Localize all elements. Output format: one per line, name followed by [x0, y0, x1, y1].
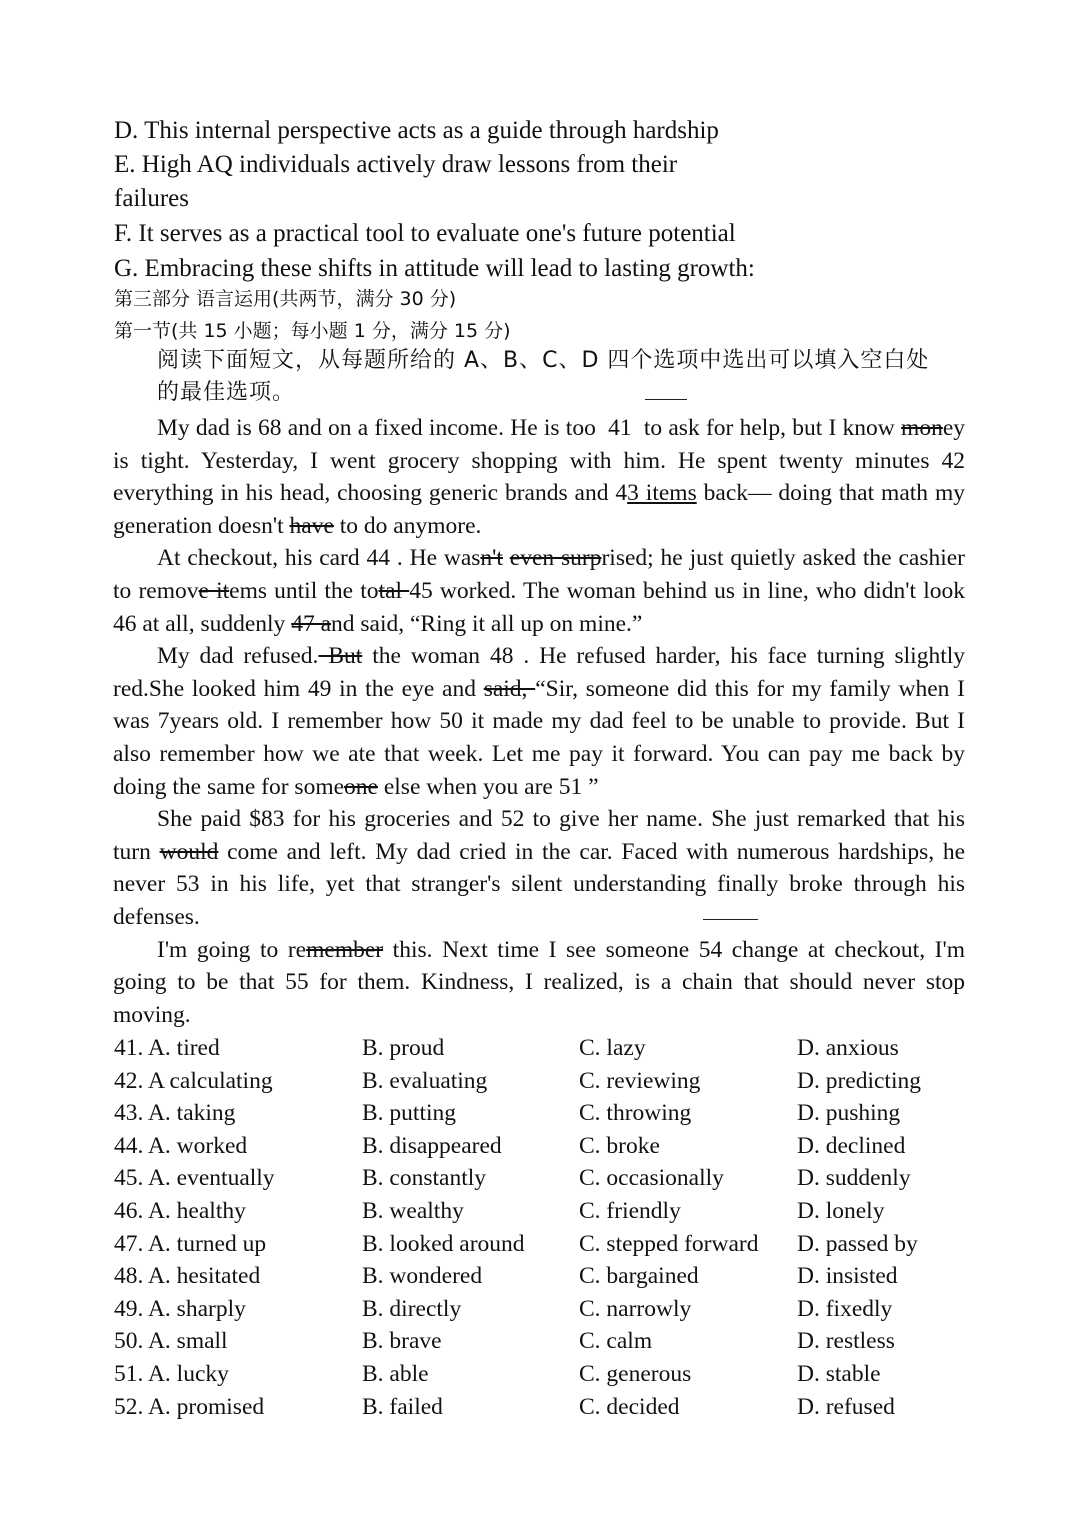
- choice-option-c: C. lazy: [579, 1035, 646, 1061]
- choice-option-b: B. constantly: [362, 1165, 487, 1192]
- choice-option-d: D. pushing: [797, 1100, 901, 1127]
- choice-row: [114, 1325, 974, 1358]
- choice-option-d: D. declined: [797, 1132, 906, 1159]
- choice-option-b: B. wondered: [362, 1263, 483, 1290]
- choice-option-b: B. able: [362, 1360, 429, 1387]
- paragraph-4: [113, 803, 965, 933]
- choice-option-c: C. throwing: [579, 1100, 692, 1127]
- choice-option-c: C. stepped forward: [579, 1230, 759, 1257]
- passage-text: everything in his head, choosing generic brands and: [113, 480, 616, 507]
- struck-text: member: [306, 936, 384, 963]
- choice-option-c: C. bargained: [579, 1263, 699, 1290]
- blank-43-underlined: 3 items: [627, 480, 697, 507]
- option-e-line-cont: failures: [114, 185, 189, 212]
- paragraph-3: [113, 640, 965, 803]
- blank-47-struck: 47 a: [291, 610, 331, 637]
- passage-text: in his life, yet that stranger's silent understanding finally broke through his defenses.: [113, 871, 965, 930]
- choice-row: [114, 1260, 974, 1293]
- passage-text: worked. The woman behind us in line, who didn't look: [432, 577, 965, 604]
- blank-41: 41: [608, 415, 632, 441]
- passage-text: . He refused harder, his face turning slightly red.She looked him: [113, 643, 966, 702]
- choice-row: [114, 1195, 974, 1228]
- instruction-line-1: 阅读下面短文，从每题所给的 A、B、C、D 四个选项中选出可以填入空白处: [157, 348, 930, 373]
- choice-row: [114, 1162, 974, 1195]
- struck-text: have: [289, 512, 334, 539]
- passage-text: for them. Kindness, I realized, is a chain that should never stop moving.: [113, 969, 965, 1028]
- option-d-line: D. This internal perspective acts as a guide through hardship: [114, 117, 719, 144]
- blank-52: 52: [500, 806, 525, 833]
- choice-option-d: D. restless: [797, 1328, 895, 1355]
- passage-text: My dad refused.: [157, 643, 319, 670]
- passage-text: back— doing that math my generation doesn't: [113, 480, 965, 539]
- choice-row: [114, 1130, 974, 1163]
- choice-option-b: B. disappeared: [362, 1132, 502, 1159]
- instruction-line-2: 的最佳选项。: [157, 380, 296, 405]
- choice-option-a: 43. A. taking: [114, 1100, 236, 1127]
- option-f-line: F. It serves as a practical tool to evaluate one's future potential: [114, 220, 736, 247]
- choice-option-c: C. reviewing: [579, 1067, 701, 1094]
- struck-text: even surp: [509, 545, 602, 572]
- choice-option-a: 45. A. eventually: [114, 1165, 275, 1192]
- choice-option-d: D. anxious: [797, 1035, 899, 1061]
- blank-43-start: 4: [615, 480, 628, 507]
- passage-text: At checkout, his card: [157, 545, 367, 572]
- choice-option-d: D. fixedly: [797, 1295, 893, 1322]
- passage-text: the woman: [362, 643, 490, 670]
- choice-option-c: C. narrowly: [579, 1295, 692, 1322]
- choice-option-c: C. generous: [579, 1360, 692, 1387]
- struck-text: one: [344, 773, 378, 800]
- passage-text: to ask for help, but I know: [637, 415, 902, 441]
- choice-option-d: D. passed by: [797, 1230, 918, 1257]
- blank-50: 50: [439, 708, 463, 735]
- choice-option-b: B. directly: [362, 1295, 462, 1322]
- choice-option-a: 51. A. lucky: [114, 1360, 229, 1387]
- choice-option-b: B. evaluating: [362, 1067, 488, 1094]
- choice-option-a: 48. A. hesitated: [114, 1263, 261, 1290]
- part-title: 第三部分 语言运用(共两节，满分 30 分): [114, 288, 457, 310]
- choice-option-a: 41. A. tired: [114, 1035, 220, 1061]
- passage-text: [503, 545, 510, 571]
- passage-text: ”: [582, 773, 599, 800]
- choice-option-b: B. putting: [362, 1100, 457, 1127]
- struck-text: would: [159, 838, 219, 865]
- blank-49: 49: [307, 675, 332, 702]
- choice-row: [114, 1391, 974, 1424]
- choice-option-d: D. stable: [797, 1360, 881, 1387]
- struck-text: n't: [480, 545, 503, 572]
- choice-option-d: D. refused: [797, 1393, 895, 1420]
- choice-option-a: 47. A. turned up: [114, 1230, 267, 1257]
- choice-option-d: D. suddenly: [797, 1165, 911, 1192]
- choice-option-c: C. occasionally: [579, 1165, 724, 1192]
- passage-text: else when you are: [377, 773, 559, 800]
- blank-53: 53: [176, 871, 200, 898]
- struck-text: But: [318, 643, 363, 670]
- choice-option-c: C. friendly: [579, 1197, 681, 1224]
- passage-text: come and left. My dad cried in the car. Faced with numerous hardships, he never: [113, 838, 965, 898]
- struck-text: mon: [901, 415, 943, 441]
- choice-option-b: B. looked around: [362, 1230, 525, 1257]
- choice-option-b: B. brave: [362, 1328, 442, 1355]
- choice-option-d: D. lonely: [797, 1197, 885, 1224]
- passage-text: to give her name. She just remarked that his turn: [113, 806, 965, 865]
- passage-text: . He was: [390, 545, 481, 572]
- blank-44: 44: [366, 545, 390, 572]
- paragraph-5: [113, 934, 965, 1032]
- answer-choices: [114, 1032, 974, 1423]
- blank-55: 55: [285, 969, 309, 996]
- blank-42: 42: [941, 447, 965, 474]
- choice-option-a: 49. A. sharply: [114, 1295, 246, 1322]
- passage-text: My dad is 68 and on a fixed income. He is too: [157, 415, 603, 441]
- struck-text: said,: [483, 675, 536, 702]
- choice-option-a: 42. A calculating: [114, 1067, 273, 1094]
- choice-option-a: 50. A. small: [114, 1328, 228, 1355]
- passage-text: change at checkout, I'm going to be that: [113, 936, 965, 996]
- passage-text: in the eye and: [331, 675, 484, 702]
- passage-text: I'm going to re: [157, 936, 307, 963]
- passage-text: “Sir, someone did this for my family when I was 7years old. I remember how: [113, 675, 966, 735]
- choice-row: [114, 1358, 974, 1391]
- choice-option-d: D. insisted: [797, 1263, 898, 1290]
- passage-text: this. Next time I see someone: [383, 936, 699, 963]
- section-title: 第一节(共 15 小题；每小题 1 分，满分 15 分): [114, 320, 511, 342]
- cloze-passage: [113, 412, 965, 1031]
- passage-text: at all, suddenly: [136, 610, 292, 637]
- passage-text: She paid $83 for his groceries and: [157, 806, 501, 833]
- choice-option-d: D. predicting: [797, 1067, 921, 1094]
- paragraph-1: [113, 412, 965, 542]
- choice-row: [114, 1065, 974, 1098]
- choice-row: [114, 1293, 974, 1326]
- blank-46: 46: [113, 610, 137, 637]
- passage-text: ems until the to: [229, 577, 379, 604]
- choice-row: [114, 1032, 974, 1065]
- passage-text: rised; he just quietly asked the cashier to remov: [113, 545, 966, 604]
- blank-54: 54: [698, 936, 723, 963]
- passage-text: to do anymore.: [333, 512, 482, 539]
- blank-45: 45: [409, 577, 433, 604]
- paragraph-2: [113, 542, 965, 640]
- blank-48: 48: [489, 643, 514, 670]
- blank-51: 51: [558, 773, 583, 800]
- option-e-line: E. High AQ individuals actively draw lessons from their: [114, 151, 678, 178]
- struck-text: e it: [198, 577, 230, 604]
- choice-row: [114, 1228, 974, 1261]
- choice-option-c: C. calm: [579, 1328, 653, 1355]
- choice-option-c: C. decided: [579, 1393, 680, 1420]
- choice-option-b: B. failed: [362, 1393, 443, 1420]
- choice-option-a: 52. A. promised: [114, 1393, 265, 1420]
- choice-option-a: 46. A. healthy: [114, 1197, 246, 1224]
- passage-text: ey is tight. Yesterday, I went grocery shopping with him. He spent twenty minutes: [113, 415, 966, 474]
- choice-option-b: B. proud: [362, 1035, 445, 1061]
- choice-option-a: 44. A. worked: [114, 1132, 248, 1159]
- choice-row: [114, 1097, 974, 1130]
- passage-text: nd said, “Ring it all up on mine.”: [331, 610, 643, 637]
- option-g-line: G. Embracing these shifts in attitude will lead to lasting growth:: [114, 255, 755, 282]
- struck-text: tal: [378, 577, 410, 604]
- choice-option-c: C. broke: [579, 1132, 660, 1159]
- stray-dash: [645, 399, 687, 400]
- choice-option-b: B. wealthy: [362, 1197, 464, 1224]
- passage-text: it made my dad feel to be unable to provide. But I also remember how we ate that week. Let me pay it forward. You can pay me back by doing the same for some: [113, 708, 965, 800]
